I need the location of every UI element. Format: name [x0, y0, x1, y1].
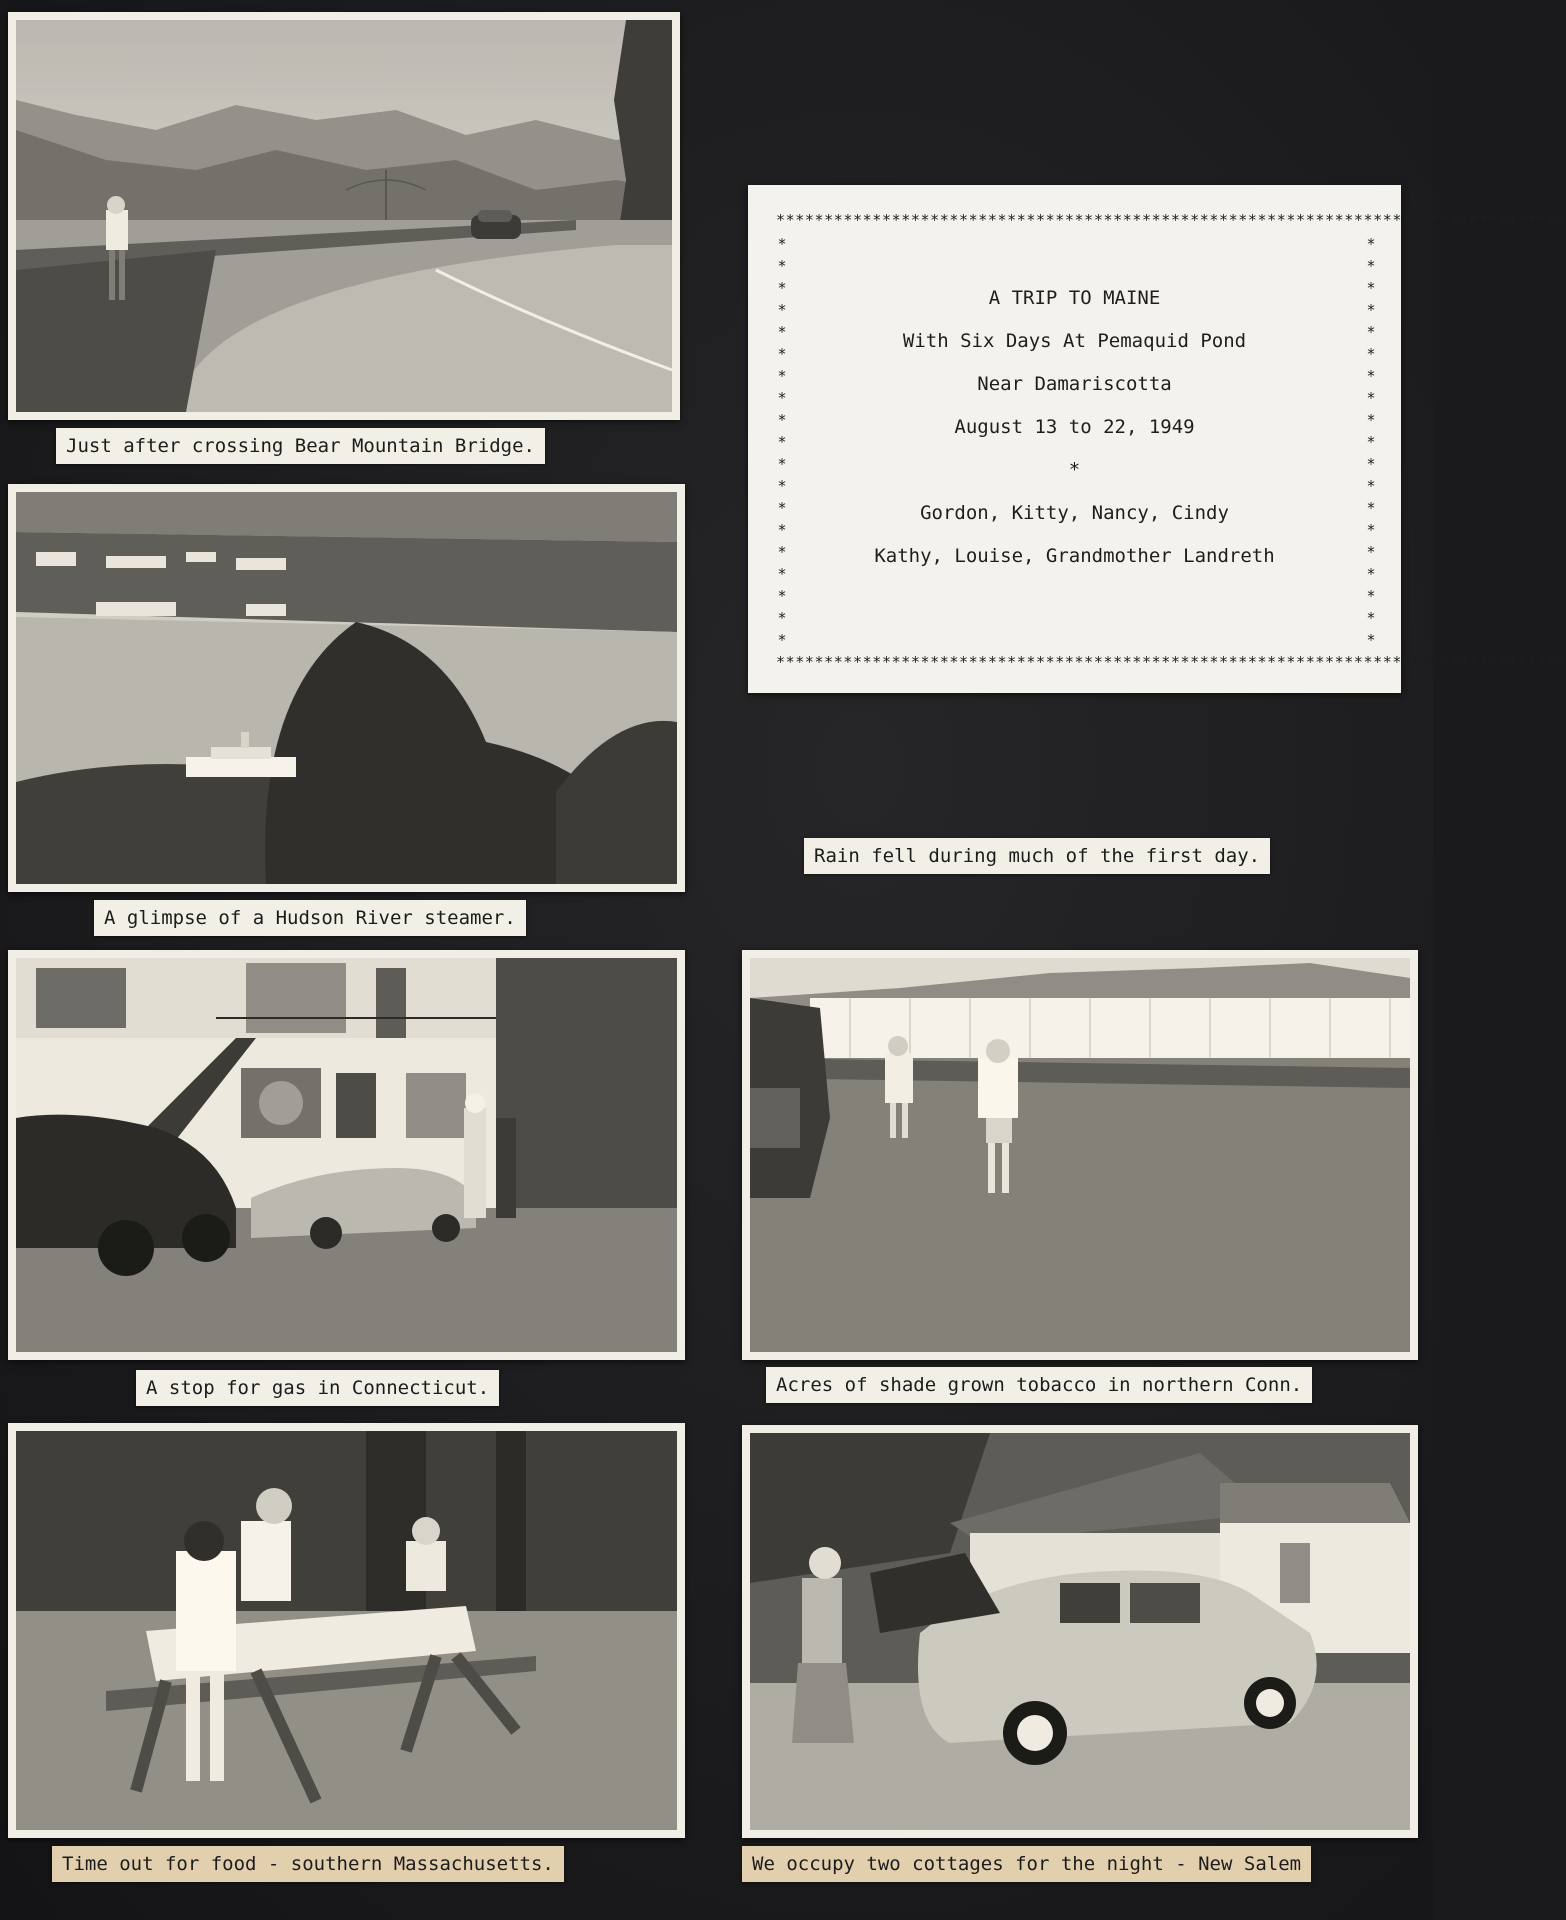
photo-hudson-image: [16, 492, 677, 884]
photo-bear-mountain-image: [16, 20, 672, 412]
caption-gas-stop: A stop for gas in Connecticut.: [136, 1370, 499, 1406]
photo-tobacco-image: [750, 958, 1410, 1352]
star-border-right: * * * * * * * * * * * * * * * * * * *: [1366, 235, 1376, 649]
photo-bear-mountain-road: [8, 12, 680, 420]
separator-star: *: [1068, 459, 1081, 481]
caption-tobacco: Acres of shade grown tobacco in northern Conn.: [766, 1367, 1312, 1403]
title-card-text: [788, 277, 1361, 578]
photo-tobacco-field: [742, 950, 1418, 1360]
title-card: [748, 185, 1566, 693]
photo-picnic: [8, 1423, 685, 1838]
star-border-bottom: **********************************************************************************: [776, 653, 1566, 671]
caption-rain: Rain fell during much of the first day.: [804, 838, 1270, 874]
travelers-line-2: Kathy, Louise, Grandmother Landreth: [874, 545, 1275, 567]
photo-cottages-image: [750, 1433, 1410, 1830]
photo-hudson-river: [8, 484, 685, 892]
photo-gas-stop-image: [16, 958, 677, 1352]
caption-hudson: A glimpse of a Hudson River steamer.: [94, 900, 526, 936]
caption-cottages: We occupy two cottages for the night - New Salem: [742, 1846, 1311, 1882]
caption-bear-mountain: Just after crossing Bear Mountain Bridge.: [56, 428, 545, 464]
caption-food: Time out for food - southern Massachusetts.: [52, 1846, 564, 1882]
trip-location: Near Damariscotta: [977, 373, 1172, 395]
travelers-line-1: Gordon, Kitty, Nancy, Cindy: [920, 502, 1229, 524]
trip-dates: August 13 to 22, 1949: [954, 416, 1195, 438]
trip-subtitle: With Six Days At Pemaquid Pond: [902, 330, 1247, 352]
photo-picnic-image: [16, 1431, 677, 1830]
photo-gas-stop: [8, 950, 685, 1360]
trip-heading: A TRIP TO MAINE: [988, 287, 1161, 309]
star-border-top: **********************************************************************************: [776, 211, 1566, 229]
star-border-left: * * * * * * * * * * * * * * * * * * *: [777, 235, 787, 649]
photo-cottages: [742, 1425, 1418, 1838]
